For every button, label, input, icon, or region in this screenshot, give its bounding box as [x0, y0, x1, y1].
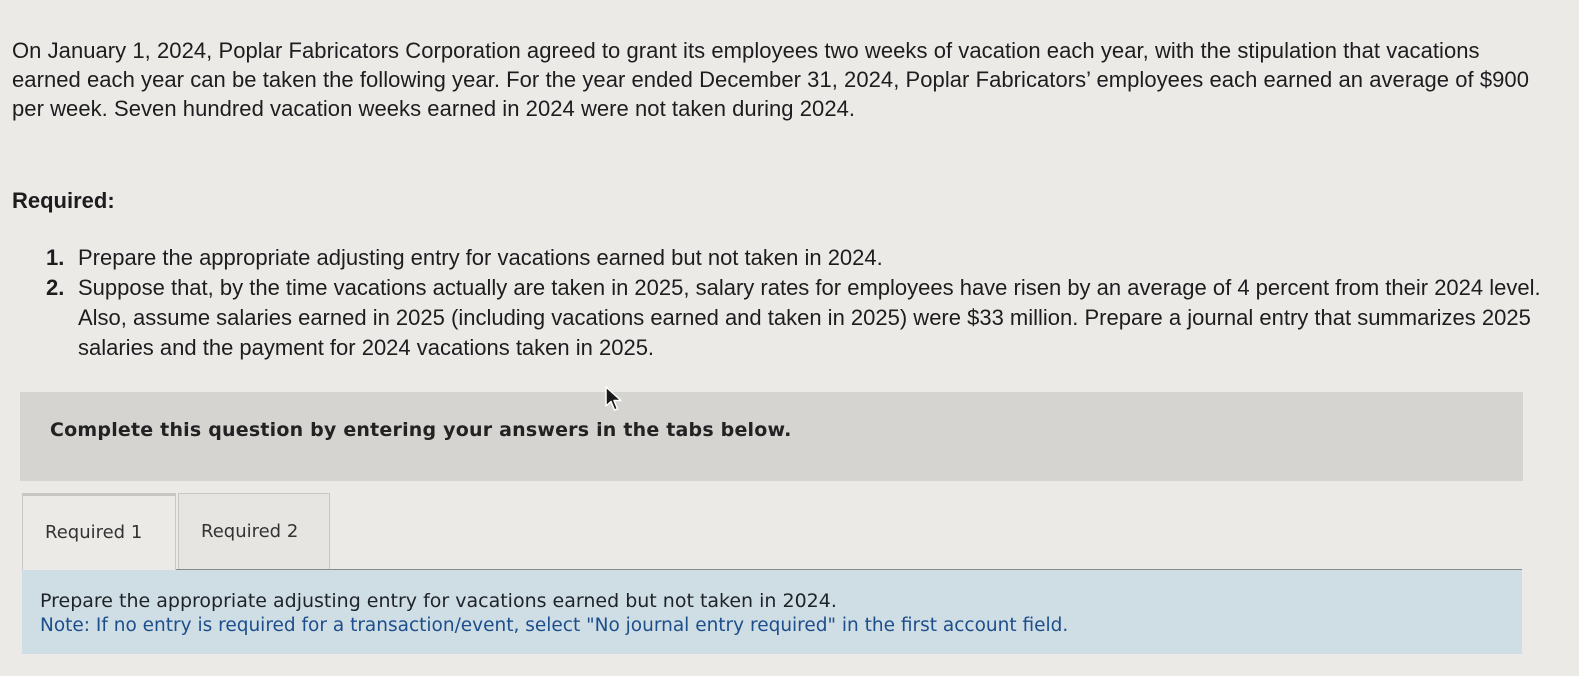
requirement-number: 1.	[46, 245, 65, 270]
requirement-item-1	[46, 243, 1546, 273]
requirement-number: 2.	[46, 275, 65, 300]
problem-intro: On January 1, 2024, Poplar Fabricators Corporation agreed to grant its employees two weeks of vacation each year, with the stipulation that vacations earned each year can be taken the following year. For the year ended December 31, 2024, Poplar Fabricators’ employees each earned an average of $900 per week. Seven hundred vacation weeks earned in 2024 were not taken during 2024.	[12, 38, 1529, 121]
required-heading: Required:	[12, 188, 115, 213]
tab-label: Required 2	[201, 521, 299, 542]
requirement-item-2	[46, 273, 1546, 363]
panel-note: Note: If no entry is required for a transaction/event, select "No journal entry required" in the first account field.	[40, 615, 1069, 636]
tab-content-panel	[22, 570, 1522, 654]
tab-required-2[interactable]	[178, 493, 330, 570]
requirement-text: Prepare the appropriate adjusting entry for vacations earned but not taken in 2024.	[78, 245, 883, 270]
tab-required-1[interactable]	[22, 493, 176, 570]
panel-prompt: Prepare the appropriate adjusting entry for vacations earned but not taken in 2024.	[40, 590, 837, 612]
instruction-text: Complete this question by entering your answers in the tabs below.	[50, 419, 792, 441]
instruction-banner	[20, 392, 1523, 481]
mouse-pointer-icon	[604, 385, 626, 413]
tab-bar	[22, 493, 330, 570]
tab-label: Required 1	[45, 522, 143, 543]
requirements-list	[46, 243, 1546, 363]
requirement-text: Suppose that, by the time vacations actually are taken in 2025, salary rates for employees have risen by an average of 4 percent from their 2024 level. Also, assume salaries earned in 2025 (including vacations earned and taken in 2025) were $33 million. Prepare a journal entry that summarizes 2025 salaries and the payment for 2024 vacations taken in 2025.	[78, 275, 1541, 360]
